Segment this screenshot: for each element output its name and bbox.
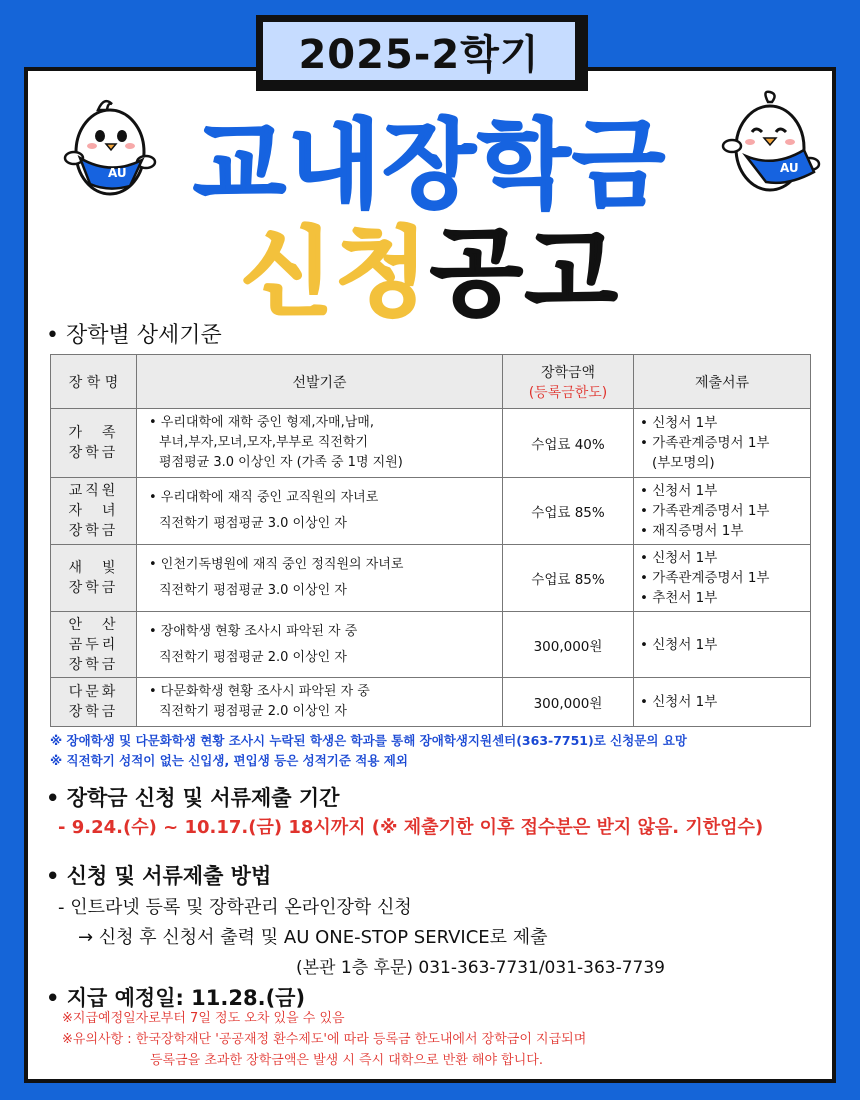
criteria-line: 직전학기 평점평균 3.0 이상인 자 <box>159 583 347 598</box>
document-line: (부모명의) <box>652 455 715 471</box>
header-documents: 제출서류 <box>634 355 811 409</box>
period-heading: • 장학금 신청 및 서류제출 기간 <box>46 786 340 810</box>
row-name-line: 가 족 <box>68 425 119 441</box>
payment-note: 등록금을 초과한 장학금액은 발생 시 즉시 대학으로 반환 해야 합니다. <box>150 1053 543 1068</box>
table-row <box>51 545 811 612</box>
row-criteria <box>137 612 503 678</box>
page-title-sub <box>0 218 860 328</box>
row-name-line: 장학금 <box>68 445 119 461</box>
row-name <box>51 678 137 727</box>
criteria-line: 부녀,부자,모녀,모자,부부로 직전학기 <box>159 435 369 450</box>
row-name-line: 장학금 <box>68 656 119 673</box>
row-amount: 300,000원 <box>503 678 634 727</box>
row-documents <box>634 545 811 612</box>
criteria-line: 직전학기 평점평균 3.0 이상인 자 <box>159 516 347 531</box>
method-line: - 인트라넷 등록 및 장학관리 온라인장학 신청 <box>58 897 412 918</box>
method-line: → 신청 후 신청서 출력 및 AU ONE-STOP SERVICE로 제출 <box>78 927 548 948</box>
row-name-line: 새 빛 <box>68 560 119 576</box>
document-line: • 신청서 1부 <box>640 483 718 499</box>
header-name: 장 학 명 <box>51 355 137 409</box>
criteria-line: • 다문화학생 현황 조사시 파악된 자 중 <box>149 684 370 699</box>
document-line: • 가족관계증명서 1부 <box>640 435 770 451</box>
document-line: • 신청서 1부 <box>640 694 718 710</box>
row-criteria <box>137 545 503 612</box>
title-rest: 공고 <box>430 217 620 329</box>
header-criteria: 선발기준 <box>137 355 503 409</box>
table-row <box>51 478 811 545</box>
criteria-note: ※ 장애학생 및 다문화학생 현황 조사시 누락된 학생은 학과를 통해 장애학생지원센터(363-7751)로 신청문의 요망 <box>50 733 687 748</box>
row-name <box>51 409 137 478</box>
page-title-main: 교내장학금 <box>193 109 667 221</box>
criteria-line: 직전학기 평점평균 2.0 이상인 자 <box>159 704 347 719</box>
criteria-line: • 우리대학에 재학 중인 형제,자매,남매, <box>149 415 374 430</box>
criteria-line: • 우리대학에 재직 중인 교직원의 자녀로 <box>149 490 379 505</box>
criteria-line: • 장애학생 현황 조사시 파악된 자 중 <box>149 623 358 639</box>
row-name <box>51 478 137 545</box>
title-highlight: 신청 <box>240 217 430 329</box>
term-label: 2025-2학기 <box>260 19 578 83</box>
row-criteria <box>137 409 503 478</box>
row-documents <box>634 678 811 727</box>
payment-note: ※유의사항 : 한국장학재단 '공공재정 환수제도'에 따라 등록금 한도내에서 장학금이 지급되며 <box>62 1032 587 1047</box>
table-row <box>51 678 811 727</box>
row-amount: 수업료 85% <box>503 478 634 545</box>
document-line: • 신청서 1부 <box>640 636 718 653</box>
row-name <box>51 612 137 678</box>
document-line: • 가족관계증명서 1부 <box>640 570 770 586</box>
row-name-line: 교직원 <box>68 483 119 499</box>
payment-note: ※지급예정일자로부터 7일 정도 오차 있을 수 있음 <box>62 1011 345 1026</box>
table-row <box>51 612 811 678</box>
header-amount-line1: 장학금액 <box>540 364 596 381</box>
criteria-line: 직전학기 평점평균 2.0 이상인 자 <box>159 649 347 665</box>
method-heading: • 신청 및 서류제출 방법 <box>46 864 272 888</box>
row-name-line: 자 녀 <box>68 503 119 519</box>
criteria-line: 평점평균 3.0 이상인 자 (가족 중 1명 지원) <box>159 455 403 470</box>
document-line: • 가족관계증명서 1부 <box>640 503 770 519</box>
row-amount: 300,000원 <box>503 612 634 678</box>
mascot-left-badge: AU <box>108 166 127 180</box>
table-header-row <box>51 355 811 409</box>
period-text: - 9.24.(수) ~ 10.17.(금) 18시까지 (※ 제출기한 이후 접수분은 받지 않음. 기한엄수) <box>58 817 764 838</box>
row-documents <box>634 409 811 478</box>
row-documents <box>634 478 811 545</box>
row-name-line: 안 산 <box>68 616 119 633</box>
row-amount: 수업료 40% <box>503 409 634 478</box>
payment-heading: • 지급 예정일: 11.28.(금) <box>46 986 306 1010</box>
mascot-right-badge: AU <box>780 161 799 175</box>
document-line: • 신청서 1부 <box>640 550 718 566</box>
criteria-note: ※ 직전학기 성적이 없는 신입생, 편입생 등은 성적기준 적용 제외 <box>50 753 408 768</box>
row-name-line: 장학금 <box>68 704 119 720</box>
row-criteria <box>137 478 503 545</box>
method-contact: (본관 1층 후문) 031-363-7731/031-363-7739 <box>296 958 665 978</box>
criteria-line: • 인천기독병원에 재직 중인 정직원의 자녀로 <box>149 557 404 572</box>
row-documents <box>634 612 811 678</box>
row-name-line: 곰두리 <box>68 636 119 653</box>
document-line: • 추천서 1부 <box>640 590 718 606</box>
method-text <box>58 893 665 983</box>
scholarship-table <box>50 354 811 727</box>
row-name-line: 다문화 <box>68 684 119 700</box>
row-name <box>51 545 137 612</box>
payment-notes <box>62 1008 586 1071</box>
criteria-heading: • 장학별 상세기준 <box>46 323 222 348</box>
header-amount <box>503 355 634 409</box>
header-amount-line2: (등록금한도) <box>528 384 608 401</box>
document-line: • 신청서 1부 <box>640 415 718 431</box>
criteria-notes <box>50 731 687 771</box>
row-name-line: 장학금 <box>68 580 119 596</box>
row-amount: 수업료 85% <box>503 545 634 612</box>
row-criteria <box>137 678 503 727</box>
document-line: • 재직증명서 1부 <box>640 523 744 539</box>
table-row <box>51 409 811 478</box>
term-badge <box>256 15 588 91</box>
row-name-line: 장학금 <box>68 523 119 539</box>
